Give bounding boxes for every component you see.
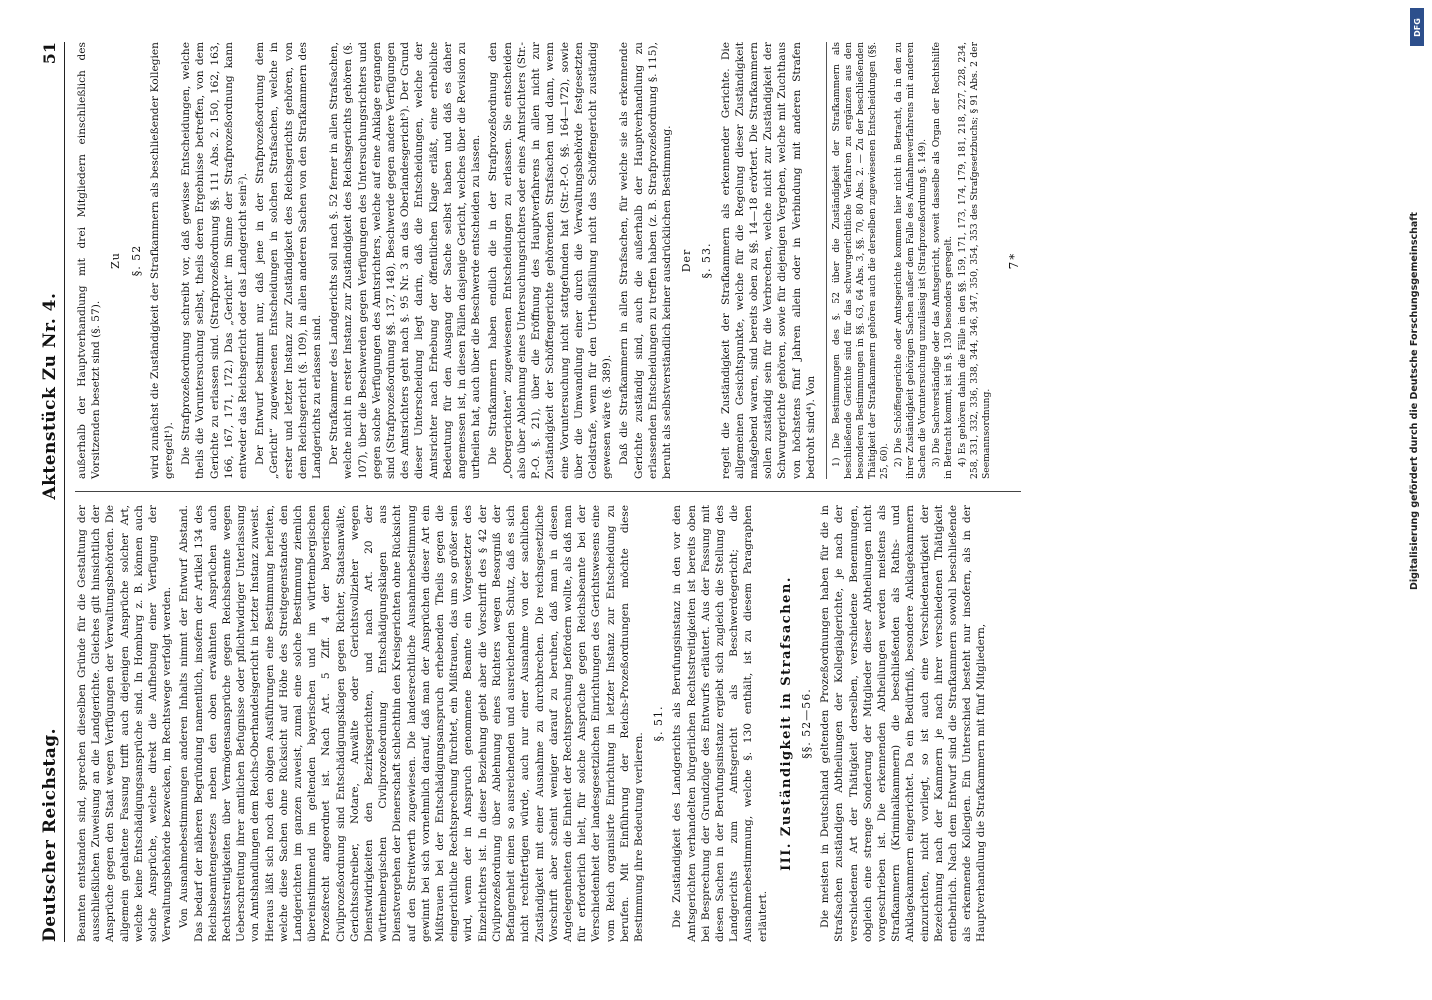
section-heading: §. 53.	[700, 242, 714, 279]
paragraph: wird zunächst die Zuständigkeit der Strafkammern als beschließender Kollegien geregelt¹).	[148, 42, 176, 479]
paragraph: Die Strafprozeßordnung schreibt vor, daß gewisse Entscheidungen, welche theils die Voruntersuchung selbst, theils deren Ergebnisse betreffen, von dem Gerichte zu erlassen sind. (Strafprozeßordnung §§. 111 Abs. 2. 150, 162, 163, 166, 167, 171, 172.) Das „Gericht“ im Sinne der Strafprozeßordnung kann entweder das Reichsgericht oder das Landgericht sein²).	[180, 42, 250, 479]
text-columns	[75, 42, 1021, 942]
sheet-signature: 7*	[1006, 251, 1021, 270]
paragraph: Die meisten in Deutschland geltenden Prozeßordnungen haben für die in Strafsachen zuständigen Abtheilungen der Kollegialgerichte, je nach der verschiedenen Art der Thätigkeit derselben, verschiedene Benennungen, obgleich eine strenge Sonderung der Mitglieder dieser Abtheilungen nicht vorgeschrieben ist. Die erkennenden Abtheilungen werden meistens als Strafkammern (Kriminalkammern) die beschließenden als Raths- und Anklagekammern eingerichtet. Da ein Bedürfniß, besondere Anklagekammern einzurichten, nicht vorliegt, so ist auch eine Verschiedenartigkeit der Bezeichnung nach der Kammern je nach ihrer verschiedenen Thätigkeit entbehrlich. Nach dem Entwurf sind die Strafkammern sowohl beschließende als erkennende Kollegien. Ein Unterschied besteht nur insofern, als in der Hauptverhandlung die Strafkammern mit fünf Mitgliedern,	[819, 505, 988, 942]
paragraph: Der Strafkammer des Landgerichts soll nach §. 52 ferner in allen Strafsachen, welche nicht in erster Instanz zur Zuständigkeit des Reichsgerichts gehören (§. 107), über die Beschwerden gegen Verfügungen des Untersuchungsrichters und gegen solche Verfügungen des Amtsrichters, welche auf eine Anklage ergangen sind (Strafprozeßordnung §§. 137, 148), Beschwerde gegen andere Verfügungen des Amtsrichters geht nach §. 95 Nr. 3 an das Oberlandesgericht³). Der Grund dieser Unterscheidung liegt darin, daß die Entscheidungen, welche der Amtsrichter nach Erhebung der öffentlichen Klage erläßt, eine erhebliche Bedeutung für den Ausgang der Sache selbst haben und daß es daher angemessen ist, in diesen Fällen dasjenige Gericht, welches über die Revision zu urtheilen hat, auch über die Beschwerde entscheiden zu lassen.	[328, 42, 483, 479]
paragraph: Der Entwurf bestimmt nur, daß jene in der Strafprozeßordnung dem „Gericht“ zugewiesenen Entscheidungen in solchen Strafsachen, welche in erster und letzter Instanz zur Zuständigkeit des Reichsgerichts gehören, von dem Reichsgericht (§. 109), in allen anderen Sachen von den Strafkammern des Landgerichts zu erlassen sind.	[254, 42, 324, 479]
paragraph: Daß die Strafkammern in allen Strafsachen, für welche sie als erkennende Gerichte zuständig sind, auch die außerhalb der Hauptverhandlung zu erlassenden Entscheidungen zu treffen haben (z. B. Strafprozeßordnung §. 115), beruht als selbstverständlich keiner ausdrücklichen Bestimmung.	[618, 42, 673, 479]
section-lead-word: Zu	[109, 252, 123, 269]
paragraph: außerhalb der Hauptverhandlung mit drei Mitgliedern einschließlich des Vorsitzenden besetzt sind (§. 57).	[76, 42, 103, 479]
footnotes	[826, 42, 993, 479]
paragraph: Die Zuständigkeit des Landgerichts als Berufungsinstanz in den vor den Amtsgerichten verhandelten bürgerlichen Rechtsstreitigkeiten ist bereits oben bei Besprechung der Grundzüge des Entwurfs erläutert. Aus der Fassung mit diesen Sachen in der Berufungsinstanz ergiebt sich zugleich die Stellung des Landgerichts zum Amtsgericht als Beschwerdegericht; die Ausnahmebestimmung, welche §. 130 enthält, ist zu diesem Paragraphen erläutert.	[671, 505, 769, 942]
footnote: 4) Es gehören dahin die Fälle in den §§. 159, 171, 173, 174, 179, 181, 218, 227, 228, 234, 258, 331, 332, 336, 338, 344, 346, 347, 350, 354, 353 des Strafgesetzbuchs; § 91 Abs. 2 der Seemannsordnung.	[956, 42, 992, 479]
digitization-credit	[1406, 0, 1428, 1000]
header-title: Deutscher Reichstag.	[40, 727, 60, 942]
page-number: 51	[40, 42, 59, 65]
header-document-ref: Aktenstück Zu Nr. 4.	[40, 292, 60, 500]
section-lead-word: Der	[680, 248, 694, 273]
paragraph: regelt die Zuständigkeit der Strafkammern als erkennender Gerichte. Die allgemeinen Gesichtspunkte, welche für die Regelung dieser Zuständigkeit maßgebend waren, sind bereits oben zu §§. 14—18 erörtert. Die Strafkammern sollen zuständig sein für die Verbrechen, welche nicht zur Zuständigkeit der Schwurgerichte gehören, sowie für diejenigen Vergehen, welche mit Zuchthaus von höchstens fünf Jahren allein oder in Verbindung mit anderen Strafen bedroht sind⁴). Von	[719, 42, 817, 479]
credit-text: Digitalisierung gefördert durch die Deutsche Forschungsgemeinschaft	[1409, 212, 1420, 590]
paragraph: Die Strafkammern haben endlich die in der Strafprozeßordnung den „Obergerichten“ zugewiesenen Entscheidungen zu erlassen. Sie entscheiden also über Ablehnung eines Untersuchungsrichters oder eines Amtsrichters (Str.-P.-O. §. 21), über die Eröffnung des Hauptverfahrens in allen nicht zur Zuständigkeit der Schöffengerichte gehörenden Strafsachen und dann, wenn eine Voruntersuchung nicht stattgefunden hat (Str.-P.-O. §§. 164—172), sowie über die Umwandlung einer durch die Verwaltungsbehörde festgesetzten Geldstrafe, wenn für den Urtheilsfällung nicht das Schöffengericht zuständig gewesen wäre (§. 389).	[487, 42, 614, 479]
footnote: 3) Die Sachverständige oder das Amtsgericht, soweit dasselbe als Organ der Rechtshilfe in Betracht kommt, ist in §. 130 besonders geregelt.	[930, 42, 954, 479]
dfg-logo	[1410, 8, 1424, 46]
footnote: 1) Die Bestimmungen des §. 52 über die Zuständigkeit der Strafkammern als beschließende Gerichte sind für das schwurgerichtliche Verfahren zu ergänzen aus den besonderen Bestimmungen in §§. 63, 64 Abs. 3, §§. 70, 80 Abs. 2. — Zu der beschließenden Thätigkeit der Strafkammern gehören auch die derselben zugewiesenen Entscheidungen (§§. 25, 60).	[830, 42, 890, 479]
page-header	[40, 42, 65, 942]
chapter-heading: III. Zuständigkeit in Strafsachen.	[778, 576, 794, 871]
left-column	[75, 505, 1021, 942]
footnote: 2) Die Schöffengerichte oder Amtsgerichte kommen hier nicht in Betracht, da in den zu ihrer Zuständigkeit gehörigen Sachen außer dem Falle des Aufnahmeverfahrens mit anderen Sachen die Voruntersuchung unzulässig ist (Strafprozeßordnung §. 149).	[892, 42, 928, 479]
paragraph: Von Ausnahmebestimmungen anderen Inhalts nimmt der Entwurf Abstand. Das bedarf der näheren Begründung namentlich, insofern der Artikel 134 des Reichsbeamtengesetzes neben den oben erwähnten Ansprüchen auch Rechtsstreitigkeiten über Vermögensansprüche gegen Reichsbeamte wegen Ueberschreitung ihrer amtlichen Befugnisse oder pflichtwidriger Unterlassung von Amtshandlungen dem Reichs-Oberhandelsgericht in letzter Instanz zuweist. Hieraus läßt sich noch den obigen Ausführungen eine Bestimmung herleiten, welche diese Sachen ohne Rücksicht auf Höhe des Streitgegenstandes den Landgerichten im ganzen zuweist, zumal eine solche Bestimmung ziemlich übereinstimmend im geltenden bayerischen und im württembergischen Prozeßrecht angeordnet ist. Nach Art. 5 Ziff. 4 der bayerischen Civilprozeßordnung sind Entschädigungsklagen gegen Richter, Staatsanwälte, Gerichtsschreiber, Notare, Anwälte oder Gerichtsvollzieher wegen Dienstwidrigkeiten den Bezirksgerichten, und nach Art. 20 der württembergischen Civilprozeßordnung Entschädigungsklagen aus Dienstvergehen der Dienerschaft schlechthin den Kreisgerichten ohne Rücksicht auf den Streitwerth zugewiesen. Die landesrechtliche Ausnahmebestimmung gewinnt bei sich vornehmlich darauf, daß man der Ansprüchen dieser Art ein Mißtrauen bei der Entschädigungsanspruch erhebenden Theils gegen die eingerichtliche Rechtsprechung fürchtet, ein Mißtrauen, das um so größer sein wird, wenn der in Anspruch genommene Beamte ein Vorgesetzter des Einzelrichters ist. In dieser Beziehung giebt aber die Vorschrift des § 42 der Civilprozeßordnung über Ablehnung eines Richters wegen Besorgniß der Befangenheit einen so ausreichenden und ausreichenden Schutz, daß es sich nicht rechtfertigen würde, auch nur einer Ausnahme von der sachlichen Zuständigkeit mit einer Ausnahme zu durchbrechen. Die reichsgesetzliche Vorschrift aber scheint weniger darauf zu beruhen, daß man in diesen Angelegenheiten die Einheit der Rechtsprechung befördern wollte, als daß man für erforderlich hielt, für solche Ansprüche gegen Reichsbeamte bei der Verschiedenheit der landesgesetzlichen Einrichtungen des Gerichtswesens eine vom Reich organisirte Einrichtung in letzter Instanz zur Entscheidung zu berufen. Mit Einführung der Reichs-Prozeßordnungen möchte diese Bestimmung ihre Bedeutung verlieren.	[178, 505, 645, 942]
right-column	[75, 42, 1021, 479]
section-heading: §§. 52—56.	[799, 688, 813, 759]
section-heading: §. 51.	[652, 705, 666, 742]
dfg-logo-text: DFG	[1412, 17, 1422, 37]
paragraph: Beamten entstanden sind, sprechen dieselben Gründe für die Gestaltung der ausschließlichen Zuweisung an die Landgerichte. Gleiches gilt hinsichtlich der Ansprüche gegen den Staat wegen Verfügungen der Verwaltungsbehörden. Die allgemein gehaltene Fassung trifft auch diejenigen Ansprüche solcher Art, welche keine Entschädigungsansprüche sind. In Homburg z. B. können auch solche Ansprüche, welche direkt die Aufhebung einer Verfügung der Verwaltungsbehörde bezwecken, im Rechtswege verfolgt werden.	[76, 505, 174, 942]
section-heading: §. 52	[129, 244, 143, 277]
